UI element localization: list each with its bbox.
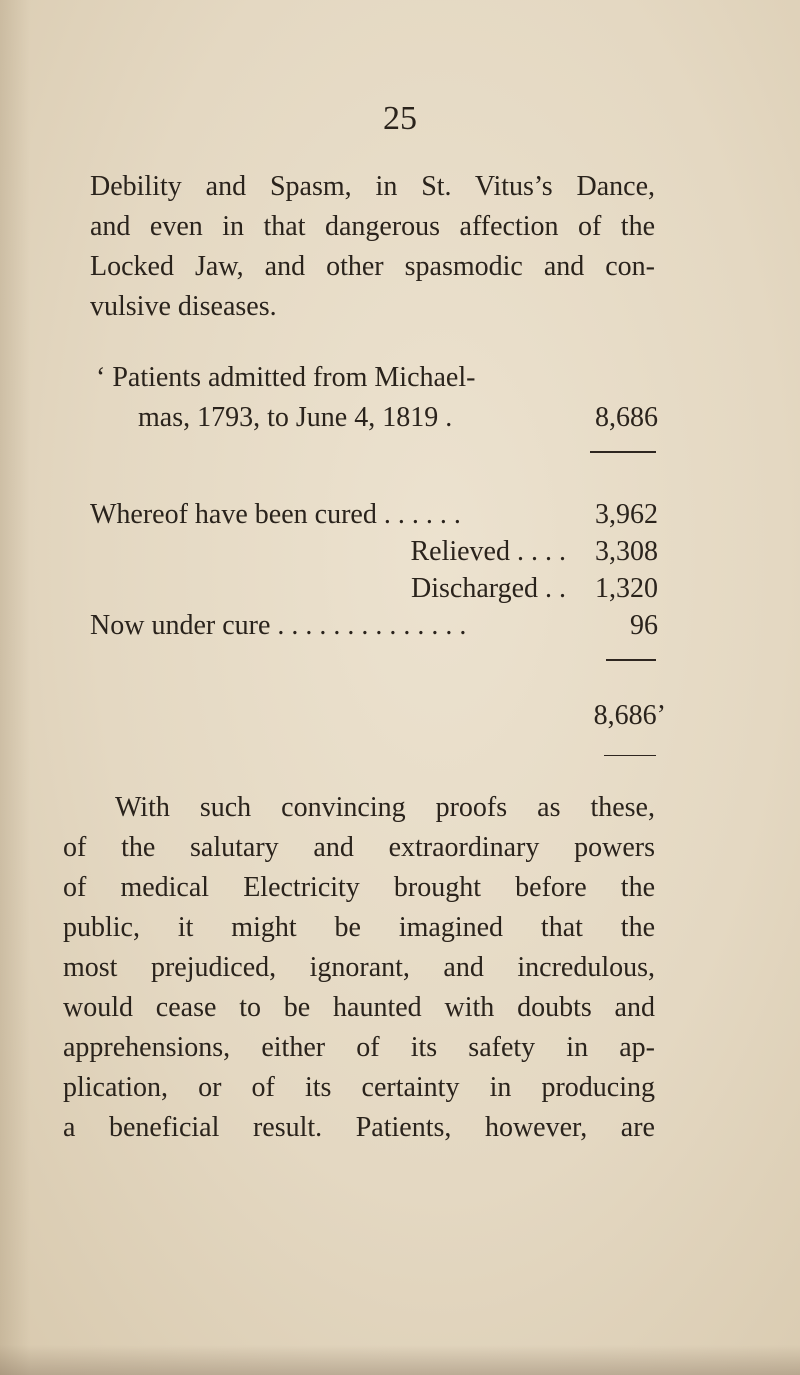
closing-line: apprehensions, either of its safety in ap- bbox=[63, 1032, 655, 1063]
relieved-value: 3,308 bbox=[595, 536, 658, 567]
discharged-value: 1,320 bbox=[595, 573, 658, 604]
sum-rule bbox=[606, 659, 656, 661]
closing-line: public, it might be imagined that the bbox=[63, 912, 655, 943]
admitted-label-line2: mas, 1793, to June 4, 1819 . bbox=[138, 402, 453, 433]
discharged-label: Discharged . . bbox=[411, 573, 566, 604]
page-number: 25 bbox=[383, 100, 417, 137]
intro-paragraph bbox=[90, 167, 655, 327]
admitted-row-1 bbox=[90, 358, 658, 398]
closing-line: plication, or of its certainty in producing bbox=[63, 1072, 655, 1103]
closing-paragraph bbox=[63, 788, 655, 1148]
closing-line: of the salutary and extraordinary powers bbox=[63, 832, 655, 863]
gutter-shadow bbox=[0, 0, 30, 1375]
cured-label: Whereof have been cured . . . . . . bbox=[90, 499, 461, 530]
divider-rule bbox=[590, 451, 656, 453]
cured-row bbox=[90, 495, 658, 535]
discharged-row bbox=[90, 569, 658, 609]
under-cure-label: Now under cure . . . . . . . . . . . . . . bbox=[90, 610, 467, 641]
relieved-label: Relieved . . . . bbox=[410, 536, 566, 567]
closing-rule bbox=[604, 755, 656, 756]
intro-line: Debility and Spasm, in St. Vitus’s Dance, bbox=[90, 171, 655, 202]
closing-line: With such convincing proofs as these, bbox=[115, 792, 655, 823]
intro-line: and even in that dangerous affection of the bbox=[90, 211, 655, 242]
total-row bbox=[90, 696, 666, 736]
closing-line: of medical Electricity brought before the bbox=[63, 872, 655, 903]
under-cure-row bbox=[90, 606, 658, 646]
admitted-value: 8,686 bbox=[595, 402, 658, 433]
cured-value: 3,962 bbox=[595, 499, 658, 530]
intro-line: Locked Jaw, and other spasmodic and con- bbox=[90, 251, 655, 282]
closing-line: most prejudiced, ignorant, and incredulous, bbox=[63, 952, 655, 983]
page-bottom-edge bbox=[0, 1345, 800, 1375]
closing-line: would cease to be haunted with doubts and bbox=[63, 992, 655, 1023]
total-value: 8,686’ bbox=[593, 700, 666, 731]
closing-line: a beneficial result. Patients, however, are bbox=[63, 1112, 655, 1143]
admitted-label-line1: ‘ Patients admitted from Michael- bbox=[96, 362, 476, 393]
intro-line: vulsive diseases. bbox=[90, 291, 277, 322]
relieved-row bbox=[90, 532, 658, 572]
admitted-row-2 bbox=[90, 398, 658, 438]
under-cure-value: 96 bbox=[630, 610, 658, 641]
